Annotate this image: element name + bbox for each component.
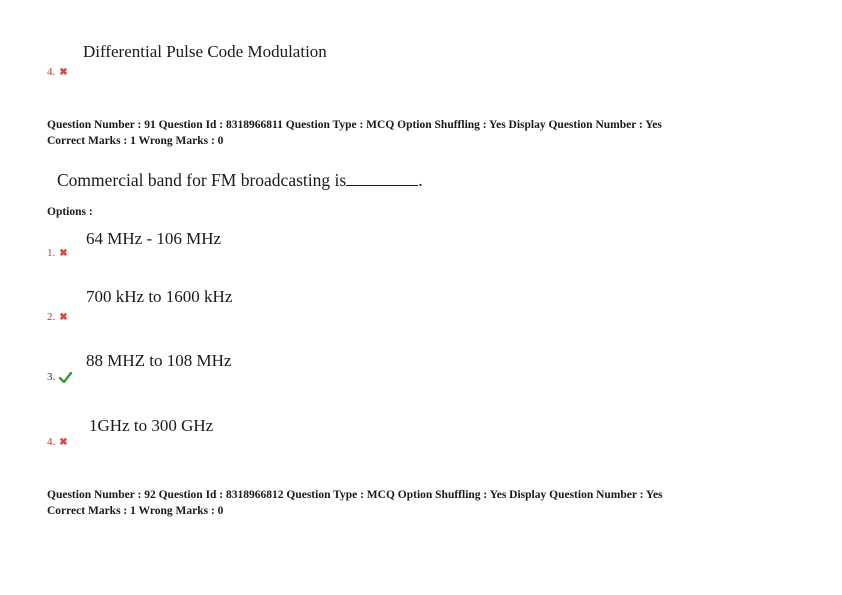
option-1-marker <box>47 247 68 259</box>
check-icon <box>59 372 72 383</box>
option-2-marker <box>47 311 68 323</box>
option-4-marker <box>47 436 68 448</box>
option-2-text: 700 kHz to 1600 kHz <box>86 287 233 306</box>
q91-question-end: . <box>418 170 423 190</box>
option-4-text: 1GHz to 300 GHz <box>89 416 214 435</box>
prev-option-4-marker <box>47 66 68 78</box>
q91-meta-line1: Question Number : 91 Question Id : 8318966811 Question Type : MCQ Option Shuffling : Yes Display Question Number : Yes <box>47 119 662 131</box>
q92-meta-line1: Question Number : 92 Question Id : 8318966812 Question Type : MCQ Option Shuffling : Yes Display Question Number : Yes <box>47 489 663 501</box>
q91-meta-line2: Correct Marks : 1 Wrong Marks : 0 <box>47 135 224 147</box>
q92-meta-line2: Correct Marks : 1 Wrong Marks : 0 <box>47 505 224 517</box>
q91-question-text: Commercial band for FM broadcasting is <box>57 170 347 190</box>
option-1-text: 64 MHz - 106 MHz <box>86 229 222 248</box>
option-1-number: 1. <box>47 247 56 259</box>
options-label: Options : <box>47 206 93 218</box>
cross-icon: ✖ <box>59 66 68 78</box>
answer-blank <box>346 171 418 186</box>
prev-option-4-text: Differential Pulse Code Modulation <box>83 42 327 61</box>
option-3-text: 88 MHZ to 108 MHz <box>86 351 232 370</box>
option-4-number: 4. <box>47 436 56 448</box>
prev-option-4-number: 4. <box>47 66 56 78</box>
option-2-number: 2. <box>47 311 56 323</box>
cross-icon: ✖ <box>59 436 68 448</box>
q91-question <box>57 170 423 191</box>
cross-icon: ✖ <box>59 247 68 259</box>
cross-icon: ✖ <box>59 311 68 323</box>
option-3-number: 3. <box>47 371 56 383</box>
option-3-marker <box>47 371 72 383</box>
